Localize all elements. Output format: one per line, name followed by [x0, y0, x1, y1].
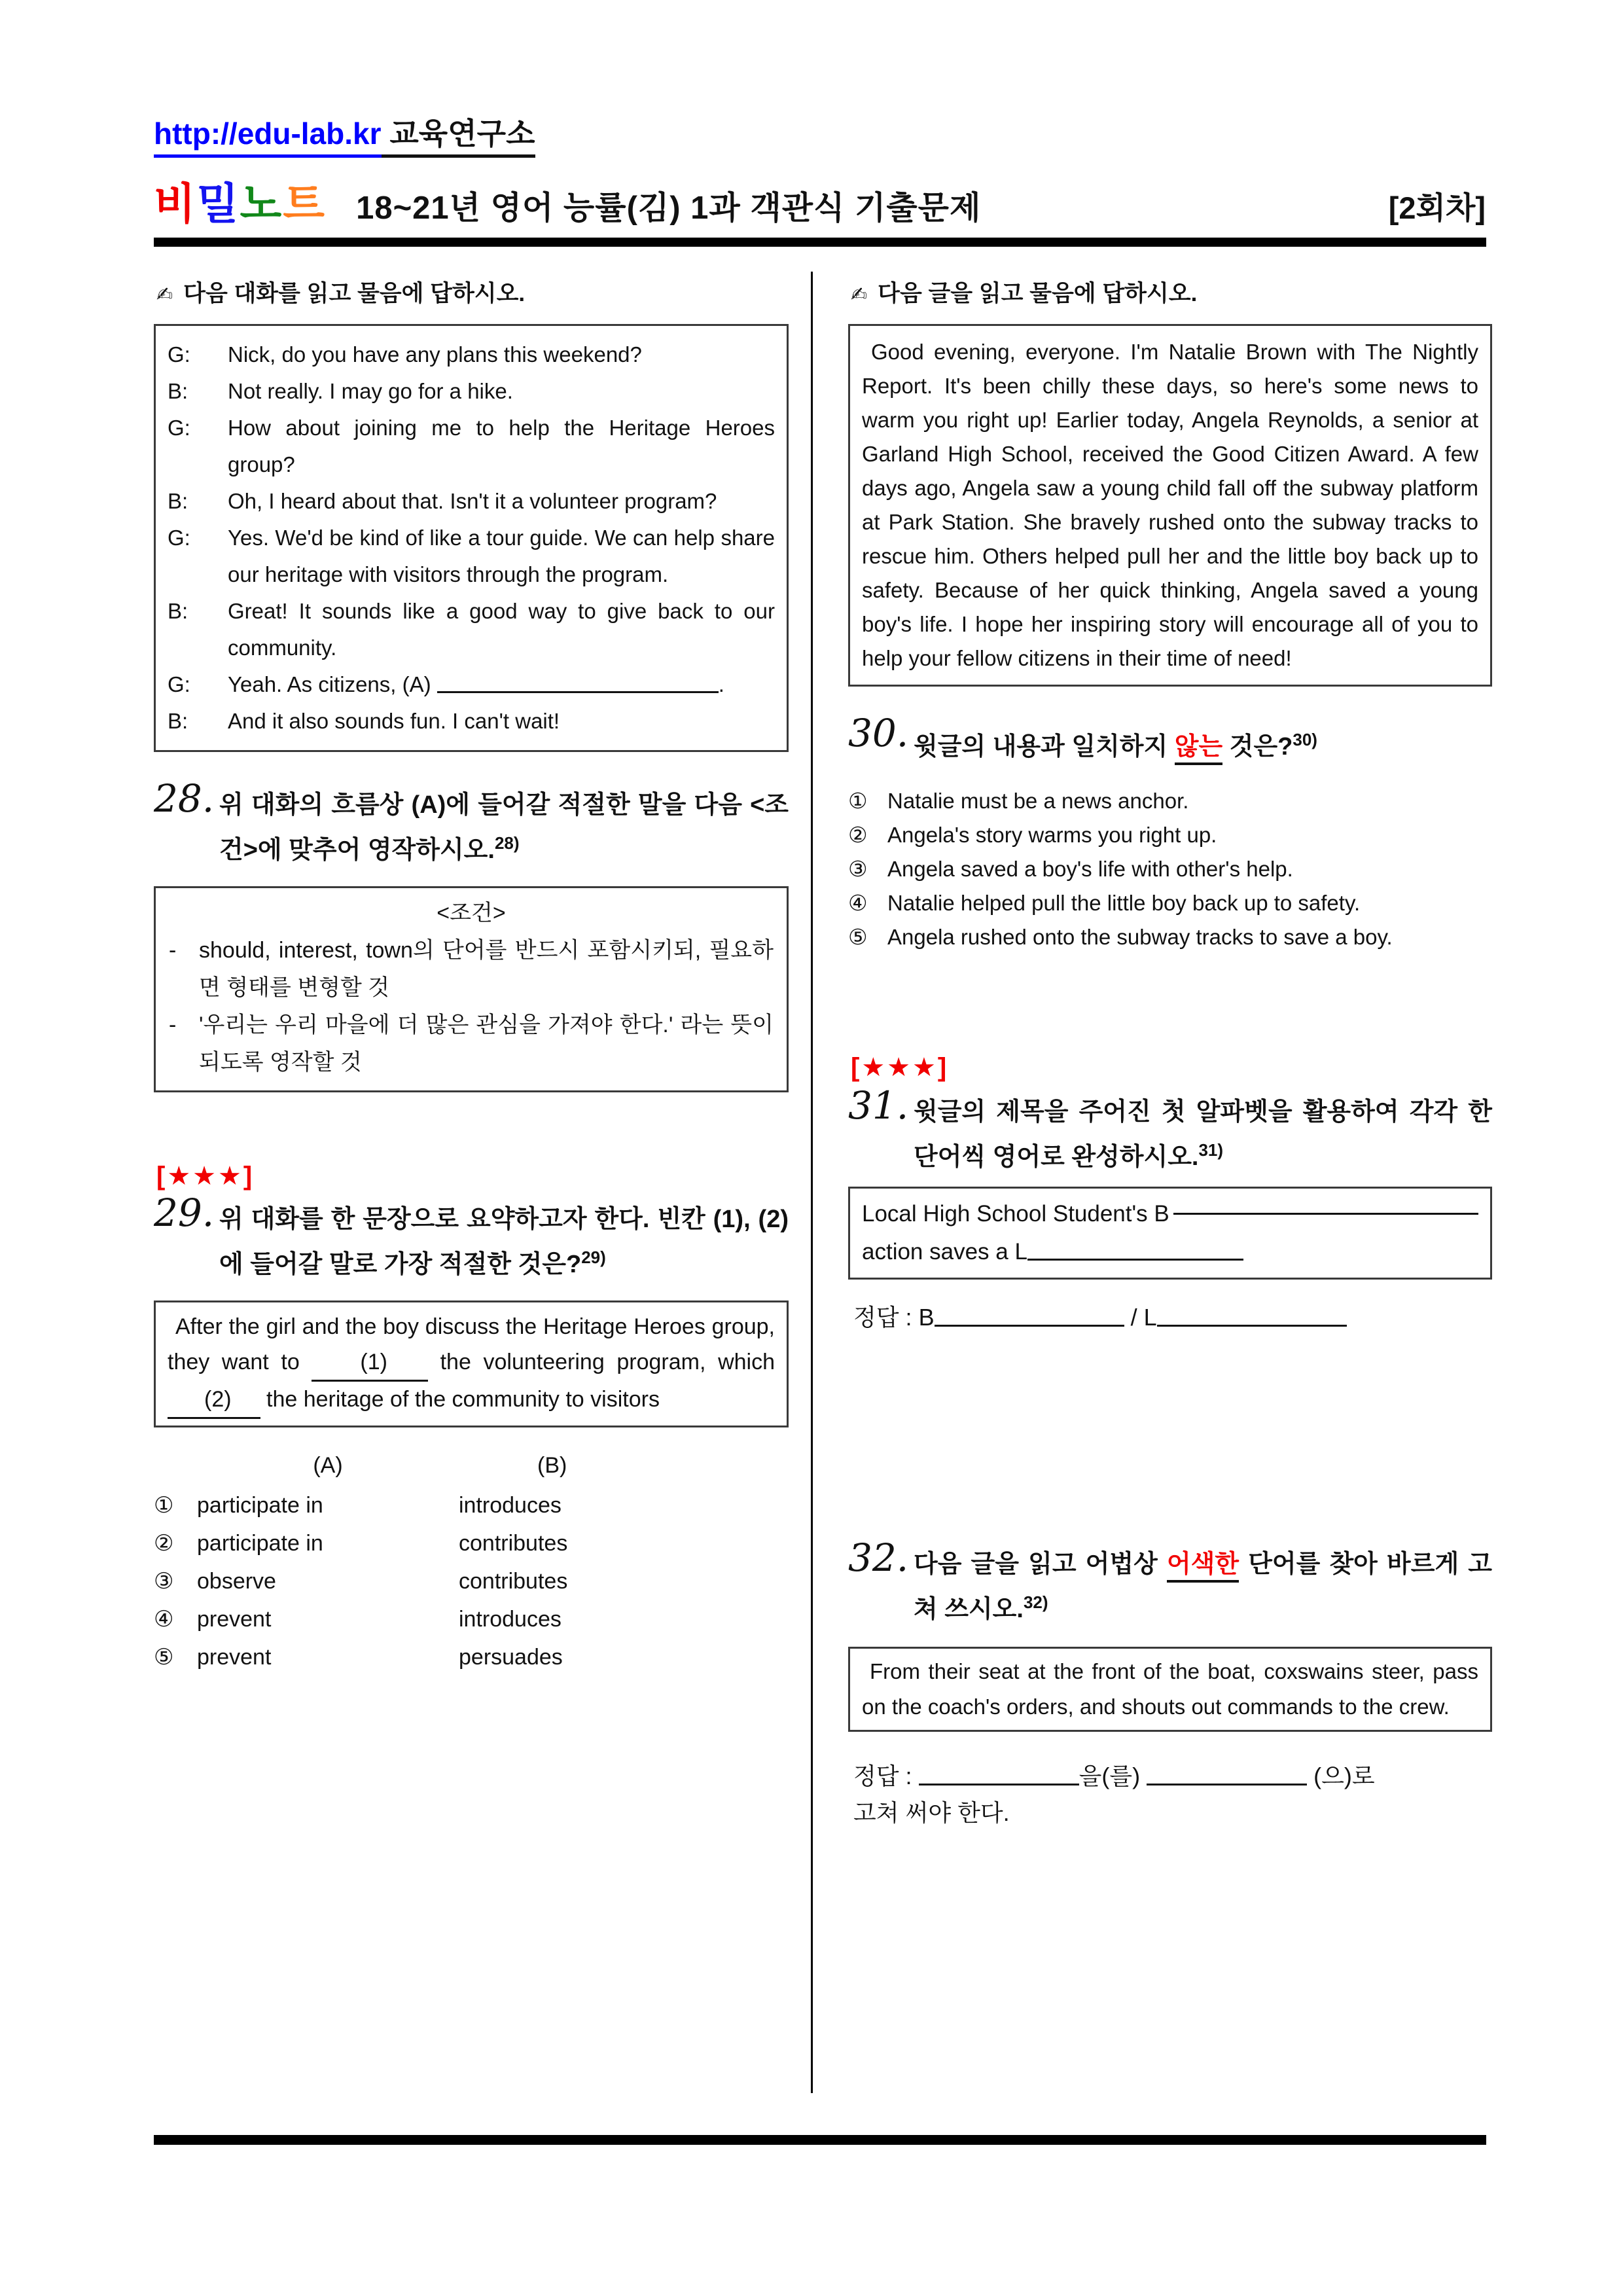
question-29	[154, 1191, 789, 1283]
difficulty-stars: [★★★]	[156, 1162, 255, 1191]
dialogue-text: How about joining me to help the Heritage Heroes group?	[228, 416, 775, 476]
speaker-label: G:	[168, 526, 190, 550]
passage-box	[848, 324, 1492, 687]
choice-b-text: introduces	[459, 1607, 562, 1632]
brand-char: 노	[240, 179, 283, 228]
answer-blank-A	[437, 673, 719, 693]
dialogue-text: Great! It sounds like a good way to give back to our community.	[228, 599, 775, 660]
choice-number: ③	[154, 1569, 174, 1594]
site-org-label: 교육연구소	[382, 117, 535, 158]
condition-item	[169, 932, 774, 1007]
dialogue-text: Oh, I heard about that. Isn't it a volunteer program?	[228, 489, 717, 513]
bullet: -	[169, 938, 177, 963]
condition-item-text: '우리는 우리 마을에 더 많은 관심을 가져야 한다.' 라는 뜻이 되도록 영작할 것	[199, 1013, 774, 1075]
condition-item-text: should, interest, town의 단어를 반드시 포함시키되, 필요하면 형태를 변형할 것	[199, 938, 774, 1000]
passage-text: Good evening, everyone. I'm Natalie Brown with The Nightly Report. It's been chilly these days, so here's some news to warm you right up! Earlier today, Angela Reynolds, a senior at Garland High School, received the Good Citizen Award. A few days ago, Angela saw a young child fall off the subway platform at Park Station. She bravely rushed onto the subway tracks to rescue him. Others helped pull her and the little boy back up to safety. Because of her quick thinking, Angela saved a young boy's life. I hope her inspiring story will encourage all of you to help your fellow citizens in their time of need!	[862, 340, 1478, 670]
question-32: 32. 다음 글을 읽고 어법상 어색한 단어를 찾아 바르게 고쳐 쓰시오.$^{32)}$	[848, 1535, 1492, 1623]
choice-text: Natalie helped pull the little boy back up to safety.	[887, 891, 1361, 915]
left-instruction	[156, 276, 789, 308]
left-instruction-text: 다음 대화를 읽고 물음에 답하시오.	[183, 281, 526, 306]
dialogue-text: Yeah. As citizens, (A) .	[228, 672, 724, 696]
site-header	[154, 110, 535, 153]
choice-number: ①	[154, 1493, 174, 1518]
speaker-label: G:	[168, 342, 190, 367]
choice-number: ②	[848, 823, 868, 847]
speaker-label: G:	[168, 416, 190, 440]
writing-hand-icon: ✍	[851, 284, 868, 306]
choice-b-text: contributes	[459, 1531, 568, 1556]
dialogue-text: Yes. We'd be kind of like a tour guide. We can help share our heritage with visitors through the program.	[228, 526, 775, 586]
brand-char: 비	[154, 179, 197, 228]
footer-divider	[154, 2135, 1486, 2145]
option-choice[interactable]	[154, 1600, 789, 1638]
condition-item	[169, 1007, 774, 1081]
summary-box	[154, 1300, 789, 1427]
choice-text: Natalie must be a news anchor.	[887, 789, 1189, 813]
summary-blank-1: (1)	[312, 1344, 428, 1382]
options-29-header	[154, 1447, 789, 1484]
option-choice[interactable]	[848, 920, 1492, 954]
choice-number: ②	[154, 1531, 174, 1556]
dialogue-line-with-blank	[168, 666, 775, 703]
question-28-text: 위 대화의 흐름상 (A)에 들어갈 적절한 말을 다음 <조건>에 맞추어 영작하시오.	[219, 791, 789, 864]
dialogue-line	[168, 483, 775, 520]
dialogue-line	[168, 336, 775, 373]
choice-a-text: participate in	[197, 1531, 323, 1556]
dialogue-text: Nick, do you have any plans this weekend?	[228, 342, 642, 367]
dialogue-line	[168, 520, 775, 593]
right-instruction-text: 다음 글을 읽고 물음에 답하시오.	[878, 281, 1198, 306]
dialogue-line	[168, 373, 775, 410]
choice-number: ①	[848, 789, 868, 813]
bullet: -	[169, 1013, 177, 1037]
grammar-passage-box	[848, 1647, 1492, 1732]
condition-title: <조건>	[437, 901, 506, 925]
option-choice[interactable]	[154, 1638, 789, 1676]
choice-b-text: persuades	[459, 1645, 563, 1670]
right-instruction	[851, 276, 1492, 308]
options-29	[154, 1447, 789, 1676]
choice-number: ④	[848, 891, 868, 915]
grammar-passage-text: From their seat at the front of the boat, coxswains steer, pass on the coach's orders, and shouts out commands to the crew.	[862, 1659, 1478, 1719]
column-divider	[811, 272, 813, 2093]
answer-line-32-continued: 고쳐 써야 한다.	[853, 1799, 1010, 1826]
question-31-number: 31.	[848, 1083, 909, 1128]
option-choice[interactable]	[154, 1486, 789, 1524]
site-url-link[interactable]: http://edu-lab.kr	[154, 117, 382, 158]
option-choice[interactable]	[154, 1524, 789, 1562]
question-31-text: 윗글의 제목을 주어진 첫 알파벳을 활용하여 각각 한 단어씩 영어로 완성하시오.	[914, 1098, 1492, 1171]
options-30	[848, 784, 1492, 954]
option-choice[interactable]	[848, 818, 1492, 852]
option-choice[interactable]	[154, 1562, 789, 1600]
answer-blank-wrong-word	[919, 1766, 1079, 1785]
difficulty-stars: [★★★]	[851, 1053, 949, 1082]
title-blank-B	[1173, 1195, 1478, 1215]
question-30-number: 30.	[848, 711, 909, 755]
choice-a-text: prevent	[197, 1607, 272, 1632]
brand-char: 밀	[196, 179, 240, 228]
summary-blank-2: (2)	[168, 1382, 260, 1419]
highlighted-keyword: 않는	[1175, 733, 1222, 765]
column-a-header: (A)	[313, 1453, 343, 1478]
summary-text: After the girl and the boy discuss the Heritage Heroes group, they want to (1) the volunteering program, which (2) the heritage of the community to visitors	[168, 1309, 775, 1419]
left-column	[154, 272, 789, 1676]
choice-a-text: observe	[197, 1569, 276, 1594]
footnote-ref: 28)	[494, 833, 520, 853]
answer-blank-B	[935, 1307, 1124, 1327]
footnote-ref: 30)	[1293, 730, 1317, 749]
answer-line-32: 정답 : 을(를) (으)로 고쳐 써야 한다.	[853, 1758, 1492, 1831]
option-choice[interactable]	[848, 852, 1492, 886]
title-line-2: action saves a L	[862, 1233, 1478, 1271]
answer-blank-L	[1157, 1307, 1347, 1327]
choice-text: Angela's story warms you right up.	[887, 823, 1217, 847]
question-29-text: 위 대화를 한 문장으로 요약하고자 한다. 빈칸 (1), (2)에 들어갈 말로 가장 적절한 것은?	[219, 1206, 789, 1278]
speaker-label: G:	[168, 672, 190, 696]
choice-text: Angela saved a boy's life with other's help.	[887, 857, 1293, 881]
worksheet-title-row	[154, 169, 1486, 231]
speaker-label: B:	[168, 599, 188, 623]
dialogue-line	[168, 703, 775, 740]
title-blank-L	[1027, 1241, 1243, 1261]
choice-number: ⑤	[154, 1645, 174, 1670]
column-b-header: (B)	[537, 1453, 567, 1478]
dialogue-text: Not really. I may go for a hike.	[228, 379, 513, 403]
highlighted-keyword: 어색한	[1167, 1551, 1239, 1583]
title-line-1: Local High School Student's B	[862, 1195, 1478, 1233]
writing-hand-icon: ✍	[156, 284, 173, 306]
speaker-label: B:	[168, 379, 188, 403]
footnote-ref: 32)	[1023, 1592, 1048, 1612]
option-choice[interactable]	[848, 784, 1492, 818]
speaker-label: B:	[168, 709, 188, 733]
option-choice[interactable]	[848, 886, 1492, 920]
question-30: 30. 윗글의 내용과 일치하지 않는 것은?$^{30)}$	[848, 721, 1492, 766]
question-29-number: 29.	[154, 1191, 215, 1235]
choice-a-text: prevent	[197, 1645, 272, 1670]
footnote-ref: 31)	[1198, 1140, 1224, 1160]
dialogue-box	[154, 324, 789, 752]
choice-number: ③	[848, 857, 868, 881]
dialogue-line	[168, 593, 775, 666]
question-28	[154, 776, 789, 869]
question-28-number: 28.	[154, 776, 215, 821]
header-divider	[154, 238, 1486, 247]
speaker-label: B:	[168, 489, 188, 513]
choice-number: ⑤	[848, 925, 868, 949]
question-32-number: 32.	[848, 1535, 909, 1580]
question-31	[848, 1083, 1492, 1176]
right-column	[848, 272, 1492, 1831]
answer-blank-corrected-word	[1147, 1766, 1307, 1785]
answer-label: 정답 :	[853, 1304, 919, 1331]
page-title: 18~21년 영어 능률(김) 1과 객관식 기출문제	[356, 190, 982, 226]
dialogue-text: And it also sounds fun. I can't wait!	[228, 709, 560, 733]
choice-text: Angela rushed onto the subway tracks to save a boy.	[887, 925, 1393, 949]
round-badge: [2회차]	[1388, 190, 1486, 225]
answer-label: 정답 :	[853, 1763, 919, 1789]
brand-logo	[154, 169, 326, 231]
dialogue-line	[168, 410, 775, 483]
condition-box	[154, 886, 789, 1092]
title-completion-box	[848, 1187, 1492, 1280]
choice-number: ④	[154, 1607, 174, 1632]
answer-line-31: 정답 : B / L	[853, 1299, 1492, 1336]
choice-b-text: contributes	[459, 1569, 568, 1594]
choice-b-text: introduces	[459, 1493, 562, 1518]
brand-char: 트	[283, 179, 327, 228]
footnote-ref: 29)	[581, 1247, 606, 1267]
choice-a-text: participate in	[197, 1493, 323, 1518]
